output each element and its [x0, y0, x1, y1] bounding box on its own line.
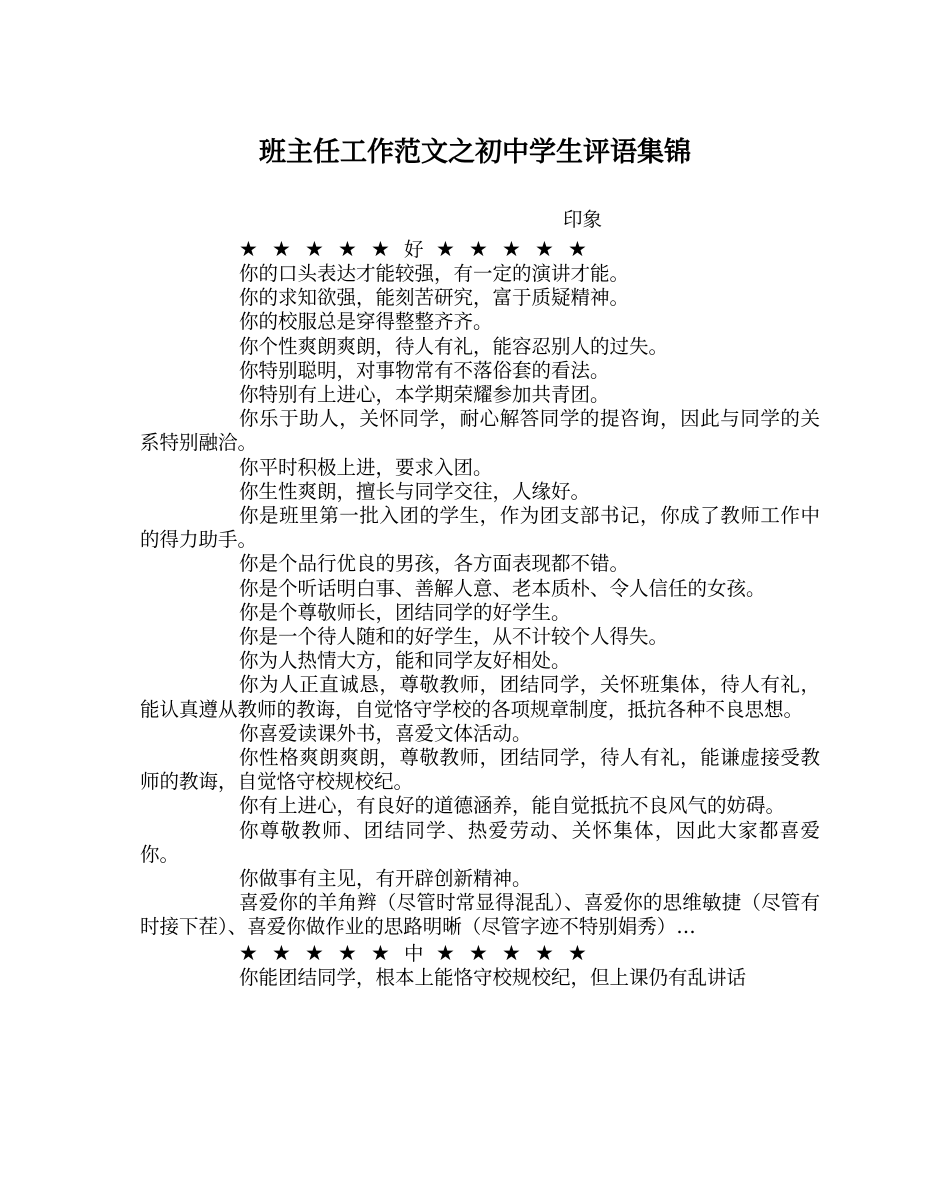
- section-label: 中: [404, 941, 424, 965]
- comment-paragraph: 你是个尊敬师长，团结同学的好学生。: [239, 600, 571, 624]
- star-icon: ★: [305, 237, 324, 261]
- comment-paragraph: 你是个听话明白事、善解人意、老本质朴、令人信任的女孩。: [239, 576, 766, 600]
- section-label: 好: [404, 238, 424, 261]
- comment-paragraph: 你特别有上进心，本学期荣耀参加共青团。: [239, 383, 610, 407]
- document-title: 班主任工作范文之初中学生评语集锦: [259, 137, 691, 168]
- star-icon: ★: [338, 940, 357, 965]
- star-icon: ★: [568, 237, 587, 261]
- comment-paragraph: 你是班里第一批入团的学生，作为团支部书记，你成了教师工作中的得力助手。: [140, 504, 820, 552]
- comment-paragraph: 你特别聪明，对事物常有不落俗套的看法。: [239, 358, 610, 382]
- star-icon: ★: [239, 940, 258, 965]
- comment-paragraph: 你喜爱读课外书，喜爱文体活动。: [239, 721, 532, 745]
- comment-paragraph: 你是一个待人随和的好学生，从不计较个人得失。: [239, 625, 669, 649]
- document-body: [140, 208, 820, 990]
- star-icon: ★: [239, 237, 258, 261]
- star-icon: ★: [272, 940, 291, 965]
- stars-right: [436, 238, 601, 261]
- stars-left: [239, 942, 404, 965]
- comment-paragraph: 你个性爽朗爽朗，待人有礼，能容忍别人的过失。: [239, 334, 669, 358]
- section-header-medium: [140, 940, 820, 966]
- comment-paragraph: 你能团结同学，根本上能恪守校规校纪，但上课仍有乱讲话: [239, 965, 747, 989]
- comment-paragraph: 你为人热情大方，能和同学友好相处。: [239, 649, 571, 673]
- comment-paragraph: 你乐于助人，关怀同学，耐心解答同学的提咨询，因此与同学的关系特别融洽。: [140, 407, 820, 455]
- comment-paragraph: 你的求知欲强，能刻苦研究，富于质疑精神。: [239, 286, 630, 310]
- comment-paragraph: 你性格爽朗爽朗，尊敬教师，团结同学，待人有礼，能谦虚接受教师的教诲，自觉恪守校规校纪。: [140, 746, 820, 794]
- stars-right: [436, 942, 601, 965]
- star-icon: ★: [338, 237, 357, 261]
- star-icon: ★: [469, 237, 488, 261]
- comment-paragraph: 你做事有主见，有开辟创新精神。: [239, 867, 532, 891]
- star-icon: ★: [469, 940, 488, 965]
- comment-paragraph: 你生性爽朗，擅长与同学交往，人缘好。: [239, 479, 591, 503]
- comment-paragraph: 你的口头表达才能较强，有一定的演讲才能。: [239, 262, 630, 285]
- stars-left: [239, 238, 404, 261]
- intro-word: 印象: [563, 208, 603, 231]
- comment-paragraph: 你尊敬教师、团结同学、热爱劳动、关怀集体，因此大家都喜爱你。: [140, 818, 820, 866]
- comment-paragraph: 你是个品行优良的男孩，各方面表现都不错。: [239, 552, 630, 576]
- star-icon: ★: [371, 237, 390, 261]
- star-icon: ★: [371, 940, 390, 965]
- star-icon: ★: [502, 237, 521, 261]
- comment-paragraph: 你有上进心，有良好的道德涵养，能自觉抵抗不良风气的妨碍。: [239, 794, 786, 818]
- star-icon: ★: [535, 237, 554, 261]
- section-header-good: [140, 236, 820, 262]
- comment-paragraph: 喜爱你的羊角辫（尽管时常显得混乱）、喜爱你的思维敏捷（尽管有时接下茬）、喜爱你做作业的思路明晰（尽管字迹不特别娟秀）…: [140, 891, 820, 939]
- star-icon: ★: [568, 940, 587, 965]
- star-icon: ★: [272, 237, 291, 261]
- star-icon: ★: [535, 940, 554, 965]
- star-icon: ★: [305, 940, 324, 965]
- star-icon: ★: [436, 940, 455, 965]
- star-icon: ★: [436, 237, 455, 261]
- comment-paragraph: 你的校服总是穿得整整齐齐。: [239, 310, 493, 334]
- star-icon: ★: [502, 940, 521, 965]
- comment-paragraph: 你平时积极上进，要求入团。: [239, 455, 493, 479]
- comment-paragraph: 你为人正直诚恳，尊敬教师，团结同学，关怀班集体，待人有礼，能认真遵从教师的教诲，自觉恪守学校的各项规章制度，抵抗各种不良思想。: [140, 673, 820, 721]
